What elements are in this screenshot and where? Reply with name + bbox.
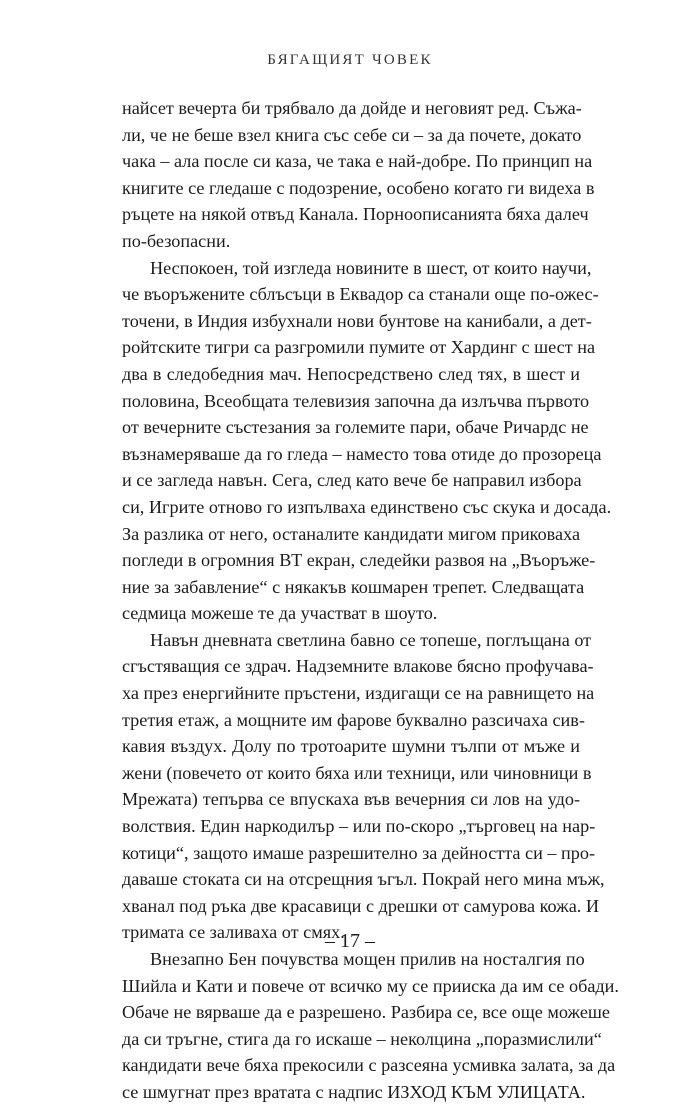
text-line: Мрежата) тепърва се впускаха във вечерния си лов на удо- bbox=[122, 789, 580, 810]
text-line: Внезапно Бен почувства мощен прилив на носталгия по bbox=[150, 949, 585, 969]
text-line: третия етаж, а мощните им фарове буквално разсичаха сив- bbox=[122, 709, 585, 730]
text-line: се шмугнат през вратата с надпис ИЗХОД КЪМ УЛИЦАТА. bbox=[122, 1081, 586, 1102]
text-line: сгъстяващия се здрач. Надземните влакове бясно профучава- bbox=[122, 656, 594, 677]
text-line: точени, в Индия избухнали нови бунтове на канибали, а дет- bbox=[122, 310, 592, 331]
text-line: тримата се заливаха от смях. bbox=[122, 922, 345, 943]
text-line: два в следобедния мач. Непосредствено след тях, в шест и bbox=[122, 363, 580, 384]
text-line: Шийла и Кати и повече от всичко му се прииска да им се обади. bbox=[122, 975, 619, 996]
text-line: ли, че не беше взел книга със себе си – за да почете, докато bbox=[122, 124, 582, 145]
text-line: ройтските тигри са разгромили пумите от Хардинг с шест на bbox=[122, 337, 596, 358]
text-line: че въоръжените сблъсъци в Еквадор са станали още по-ожес- bbox=[122, 284, 599, 305]
text-line: волствия. Един наркодилър – или по-скоро „търговец на нар- bbox=[122, 816, 596, 837]
text-line: кандидати вече бяха прекосили с разсеяна усмивка залата, за да bbox=[122, 1055, 616, 1076]
text-line: половина, Всеобщата телевизия започна да излъчва първото bbox=[122, 390, 590, 411]
text-line: хванал под ръка две красавици с дрешки от самурова кожа. И bbox=[122, 895, 599, 916]
text-line: Неспокоен, той изгледа новините в шест, от които научи, bbox=[150, 257, 592, 278]
text-line: Навън дневната светлина бавно се топеше, поглъщана от bbox=[150, 629, 592, 650]
text-line: възнамеряваше да го гледа – наместо това отиде до прозореца bbox=[122, 443, 602, 464]
text-line: книгите се гледаше с подозрение, особено когато ги видеха в bbox=[122, 177, 595, 198]
text-line: жени (повечето от които бяха или техници, или чиновници в bbox=[122, 762, 592, 783]
paragraph bbox=[122, 95, 595, 255]
text-line: погледи в огромния ВТ екран, следейки развоя на „Въоръже- bbox=[122, 550, 596, 571]
text-line: по-безопасни. bbox=[122, 230, 231, 251]
text-line: си, Игрите отново го изпълваха единствено със скука и досада. bbox=[122, 496, 612, 517]
text-line: и се загледа навън. Сега, след като вече бе направил избора bbox=[122, 470, 582, 491]
text-line: найсет вечерта би трябвало да дойде и неговият ред. Съжа- bbox=[122, 98, 582, 118]
paragraph bbox=[122, 255, 612, 627]
text-line: ръцете на някой отвъд Канала. Порноописанията бяха далеч bbox=[122, 204, 589, 225]
running-head: БЯГАЩИЯТ ЧОВЕК bbox=[267, 52, 433, 68]
text-line: кавия въздух. Долу по тротоарите шумни тълпи от мъже и bbox=[122, 736, 580, 757]
text-line: от вечерните състезания за големите пари, обаче Ричардс не bbox=[122, 417, 589, 438]
paragraph bbox=[122, 627, 605, 946]
paragraph bbox=[122, 946, 619, 1106]
text-line: чака – ала после си каза, че така е най-добре. По принцип на bbox=[122, 151, 593, 172]
text-line: ха през енергийните пръстени, издигащи се на равнището на bbox=[122, 683, 595, 704]
body-text bbox=[122, 95, 619, 1106]
text-line: да си тръгне, стига да го искаше – неколцина „поразмислили“ bbox=[122, 1028, 602, 1049]
page-number: – 17 – bbox=[325, 930, 375, 952]
text-line: Обаче не вярваше да е разрешено. Разбира се, все още можеше bbox=[122, 1002, 610, 1023]
text-line: За разлика от него, останалите кандидати мигом приковаха bbox=[122, 523, 581, 544]
text-line: седмица можеше те да участват в шоуто. bbox=[122, 603, 438, 624]
text-line: котици“, защото имаше разрешително за дейността си – про- bbox=[122, 842, 596, 863]
text-line: ние за забавление“ с някакъв кошмарен трепет. Следващата bbox=[122, 576, 585, 597]
text-line: даваше стоката си на отсрещния ъгъл. Покрай него мина мъж, bbox=[122, 869, 605, 890]
